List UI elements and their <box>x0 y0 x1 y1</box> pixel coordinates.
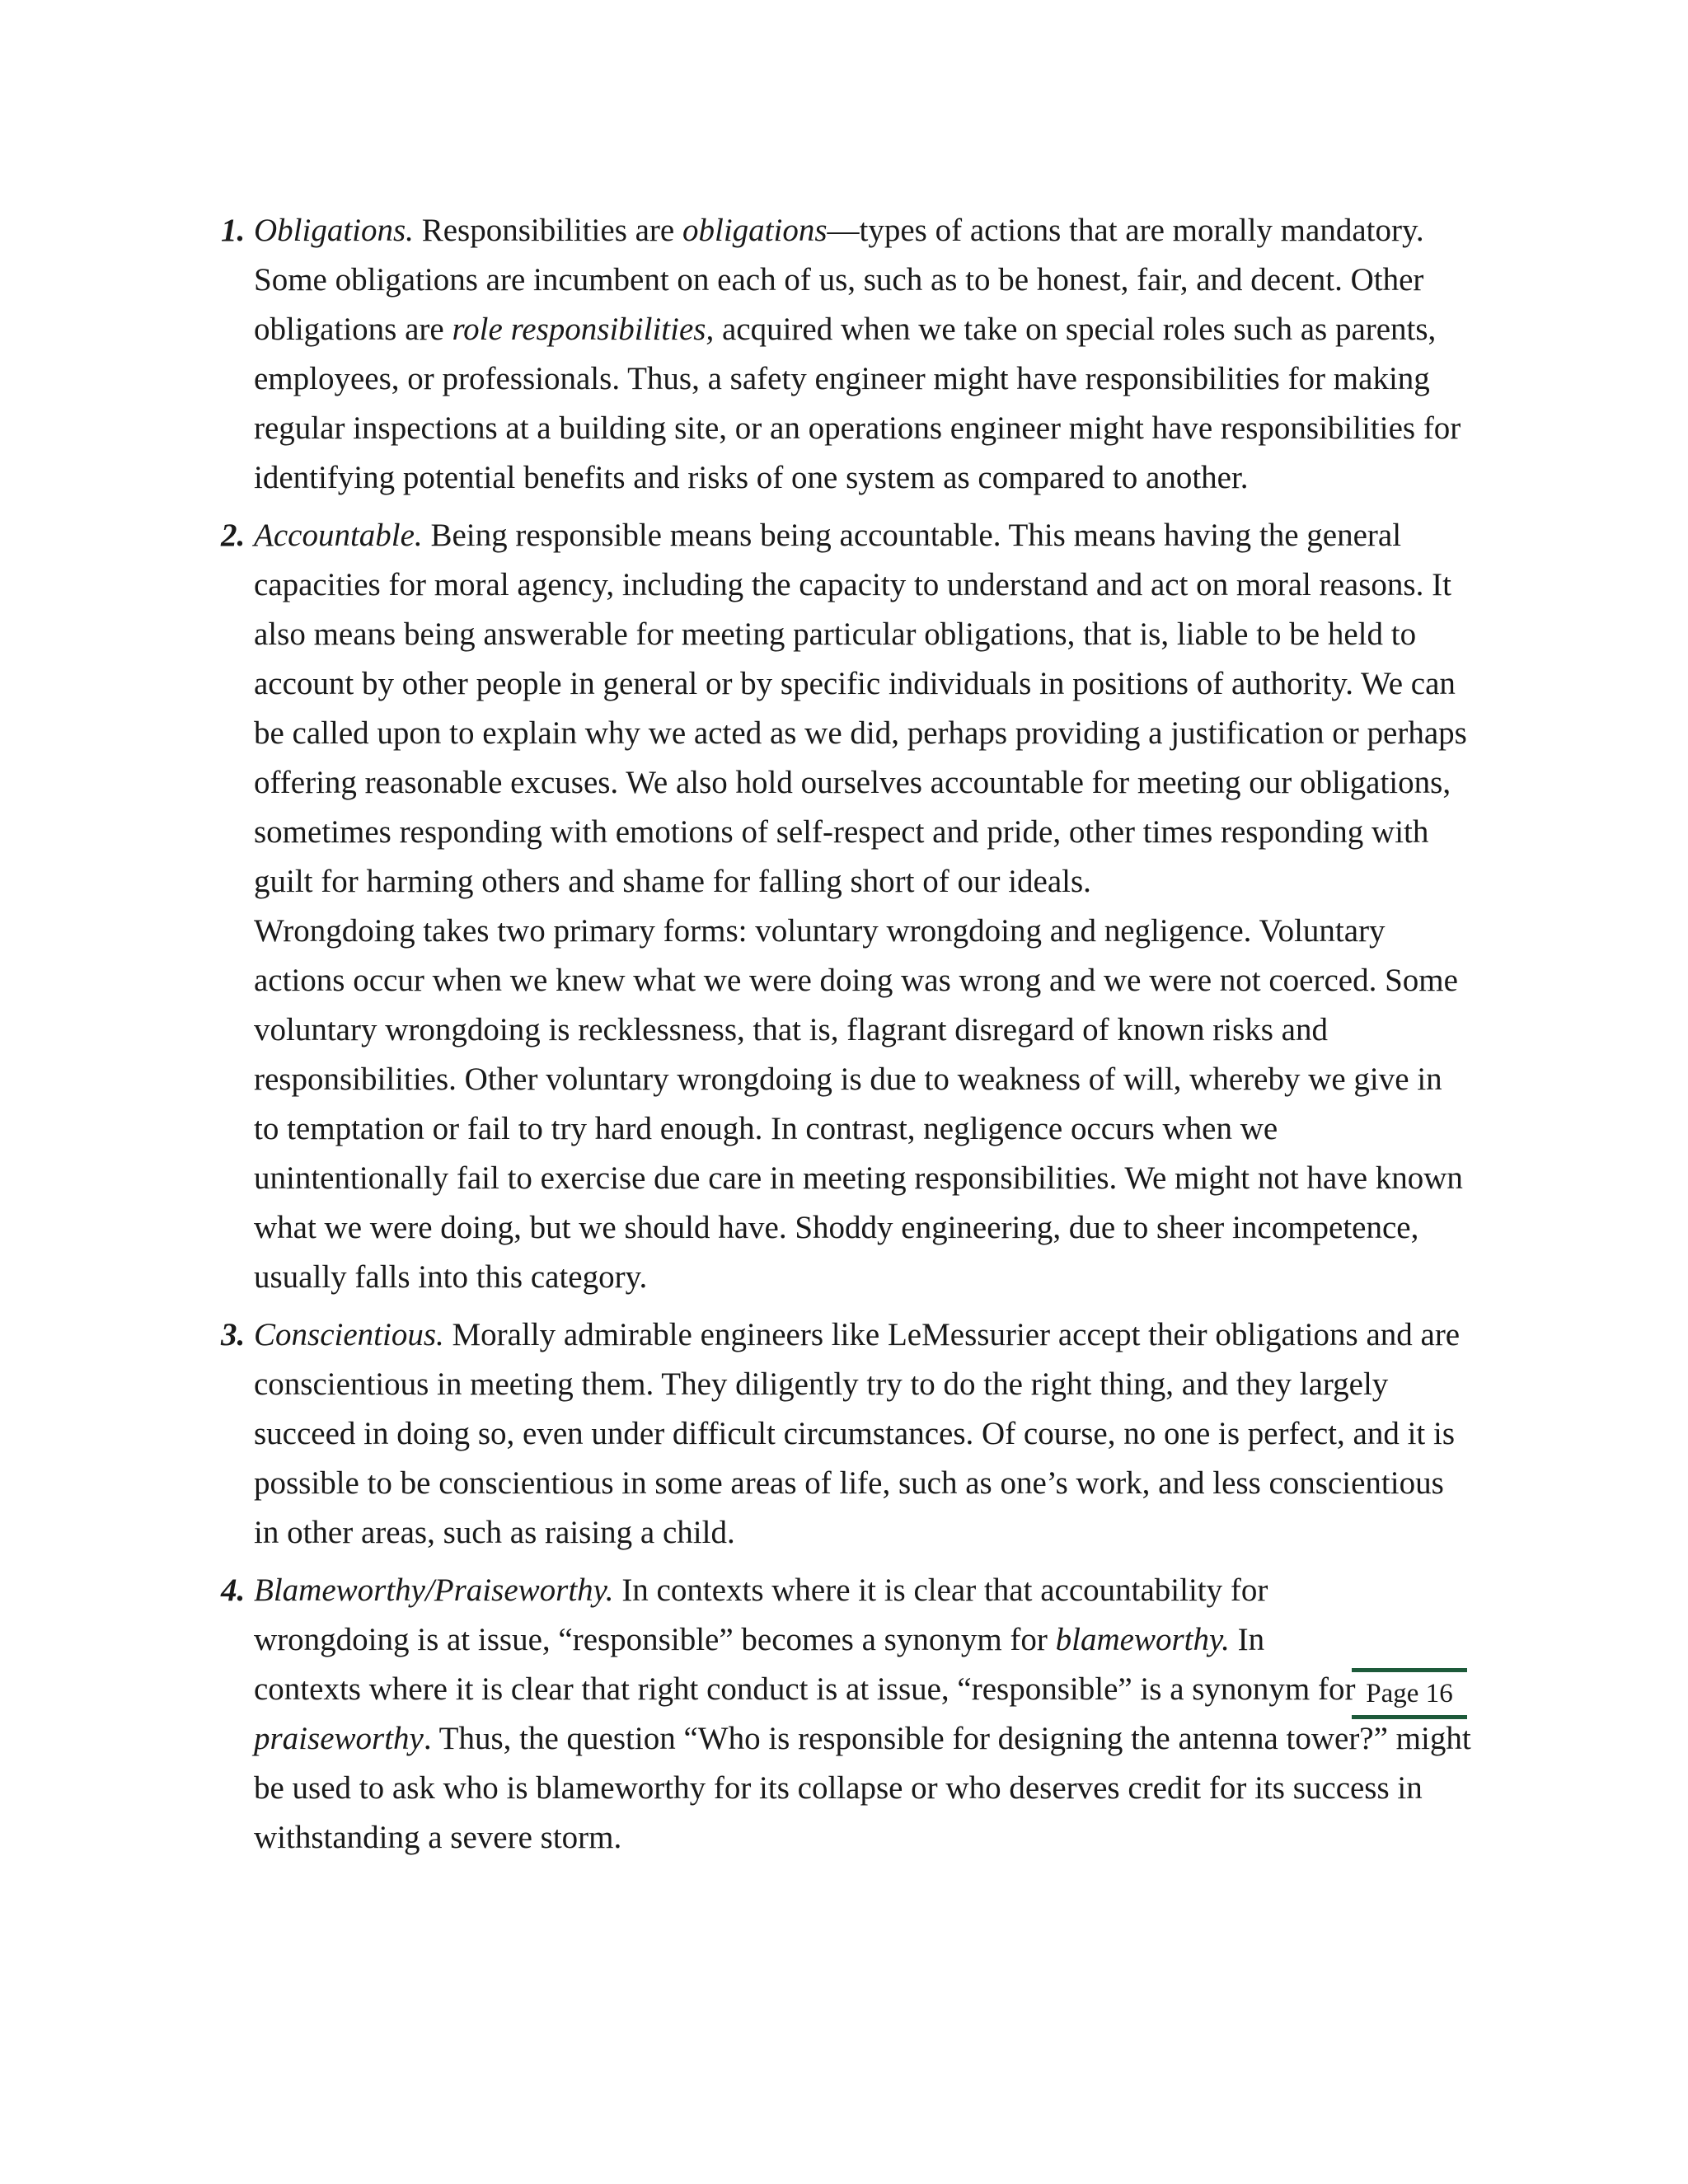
list-item-conscientious <box>221 1310 1474 1558</box>
item-text: Being responsible means being accountable. This means having the general capacities for moral agency, including the capacity to understand and act on moral reasons. It also means being answerable for meeting particular obligations, that is, liable to be held to account by other people in general or by specific individuals in positions of authority. We can be called upon to explain why we acted as we did, perhaps providing a justification or perhaps offering reasonable excuses. We also hold ourselves accountable for meeting our obligations, sometimes responding with emotions of self-respect and pride, other times responding with guilt for harming others and shame for falling short of our ideals. <box>254 518 1467 899</box>
list-item-accountable <box>221 511 1474 1302</box>
item-paragraph <box>254 1566 1474 1863</box>
item-text: Morally admirable engineers like LeMessurier accept their obligations and are conscientious in meeting them. They diligently try to do the right thing, and they largely succeed in doing so, even under difficult circumstances. Of course, no one is perfect, and it is possible to be conscientious in some areas of life, such as one’s work, and less conscientious in other areas, such as raising a child. <box>254 1317 1461 1550</box>
item-text: In contexts where it is clear that right conduct is at issue, “responsible” is a synonym for <box>254 1622 1356 1707</box>
item-emphasis: role responsibilities, <box>452 312 715 347</box>
item-paragraph-continued: Wrongdoing takes two primary forms: voluntary wrongdoing and negligence. Voluntary actions occur when we knew what we were doing was wrong and we were not coerced. Some voluntary wrongdoing is recklessness, that is, flagrant disregard of known risks and responsibilities. Other voluntary wrongdoing is due to weakness of will, whereby we give in to temptation or fail to try hard enough. In contrast, negligence occurs when we unintentionally fail to exercise due care in meeting responsibilities. We might not have known what we were doing, but we should have. Shoddy engineering, due to sheer incompetence, usually falls into this category. <box>254 913 1463 1295</box>
item-term: Conscientious. <box>254 1317 444 1352</box>
item-text: acquired when we take on special roles such as parents, employees, or professionals. Thus, a safety engineer might have responsibilities for making regular inspections at a building site, or an operations engineer might have responsibilities for identifying potential benefits and risks of one system as compared to another. <box>254 312 1461 495</box>
item-text: Responsibilities are <box>413 213 682 248</box>
item-number: 2. <box>221 518 246 553</box>
page-number-tag: Page 16 <box>1352 1668 1467 1719</box>
item-number: 3. <box>221 1317 246 1352</box>
page-tag-gap <box>1329 1566 1474 1665</box>
item-emphasis: blameworthy. <box>1055 1622 1230 1657</box>
list-item-blameworthy-praiseworthy <box>221 1566 1474 1863</box>
item-text: In contexts where it is clear that accountability for wrongdoing is at issue, “responsible” becomes a synonym for <box>254 1572 1268 1657</box>
list-item-obligations <box>221 206 1474 503</box>
item-paragraph <box>254 1310 1474 1558</box>
item-paragraph <box>254 511 1474 907</box>
item-term: Accountable. <box>254 518 423 553</box>
item-paragraph <box>254 206 1474 503</box>
item-text: —types of actions that are morally mandatory. Some obligations are incumbent on each of us, such as to be honest, fair, and decent. Other obligations are <box>254 213 1424 347</box>
item-number: 4. <box>221 1572 246 1608</box>
item-emphasis: praiseworthy <box>254 1721 424 1756</box>
responsibility-list <box>221 206 1474 1871</box>
item-term: Blameworthy/Praiseworthy. <box>254 1572 614 1608</box>
item-emphasis: obligations <box>682 213 828 248</box>
item-number: 1. <box>221 213 246 248</box>
item-text: . Thus, the question “Who is responsible for designing the antenna tower?” might be used to ask who is blameworthy for its collapse or who deserves credit for its success in withstanding a severe storm. <box>254 1721 1471 1855</box>
item-term: Obligations. <box>254 213 414 248</box>
